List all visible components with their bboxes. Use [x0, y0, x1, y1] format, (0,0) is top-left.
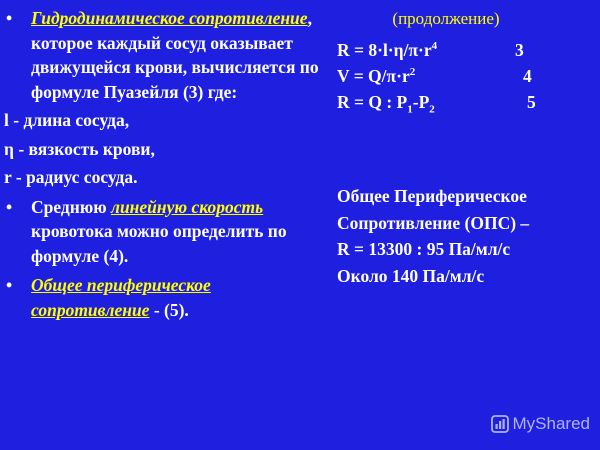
continuation-label: (продолжение)	[392, 9, 500, 28]
bullet-text: кровотока можно определить по формуле (4).	[31, 221, 287, 266]
bullet-poiseuille	[4, 6, 330, 104]
bullet-peripheral-resistance	[4, 273, 330, 322]
formula-subscript: 1	[407, 103, 413, 116]
ops-line: Общее Периферическое	[337, 186, 527, 206]
bullet-text: Среднюю	[31, 196, 111, 217]
ops-line: Сопротивление (ОПС) –	[337, 212, 530, 233]
bullet-dot: •	[6, 8, 13, 28]
formula-exponent: 4	[431, 40, 438, 53]
formula-text: -P	[412, 92, 430, 112]
bullet-dot: •	[6, 275, 13, 295]
formula-number: 5	[527, 92, 536, 112]
definition-viscosity: η - вязкость крови,	[4, 138, 155, 159]
ops-block	[337, 183, 599, 289]
watermark	[491, 414, 590, 434]
term-linear-velocity: линейную скорость	[110, 196, 264, 217]
bullet-text: , которое каждый сосуд оказывает движущейся крови, вычисляется по формуле Пуазейля (3) где:	[31, 8, 319, 102]
right-column	[337, 6, 599, 289]
formula-text: V = Q/π·r	[337, 66, 410, 86]
ops-line: R = 13300 : 95 Па/мл/с	[337, 239, 511, 259]
ops-line: Около 140 Па/мл/с	[337, 265, 485, 286]
watermark-text: MyShared	[512, 414, 590, 433]
formula-number: 4	[523, 66, 532, 86]
formula-3	[337, 37, 599, 63]
formula-text: R = 8·l·η/π·r	[337, 40, 432, 60]
formula-4	[337, 63, 599, 89]
bullet-linear-velocity	[4, 195, 330, 269]
definition-length: l - длина сосуда,	[4, 110, 130, 130]
left-column	[4, 6, 330, 322]
formula-exponent: 2	[409, 66, 416, 79]
formula-number: 3	[515, 40, 524, 60]
definition-radius: r - радиус сосуда.	[4, 167, 138, 187]
bullet-dot: •	[6, 196, 13, 217]
formula-subscript: 2	[429, 103, 435, 116]
term-peripheral-resistance: Общее периферическое сопротивление	[31, 275, 211, 320]
term-hydrodynamic-resistance: Гидродинамическое сопротивление	[31, 8, 308, 28]
formula-5	[337, 89, 599, 115]
myshared-logo-icon	[491, 415, 509, 433]
formula-text: R = Q : P	[337, 92, 408, 112]
bullet-text: - (5).	[149, 299, 189, 320]
